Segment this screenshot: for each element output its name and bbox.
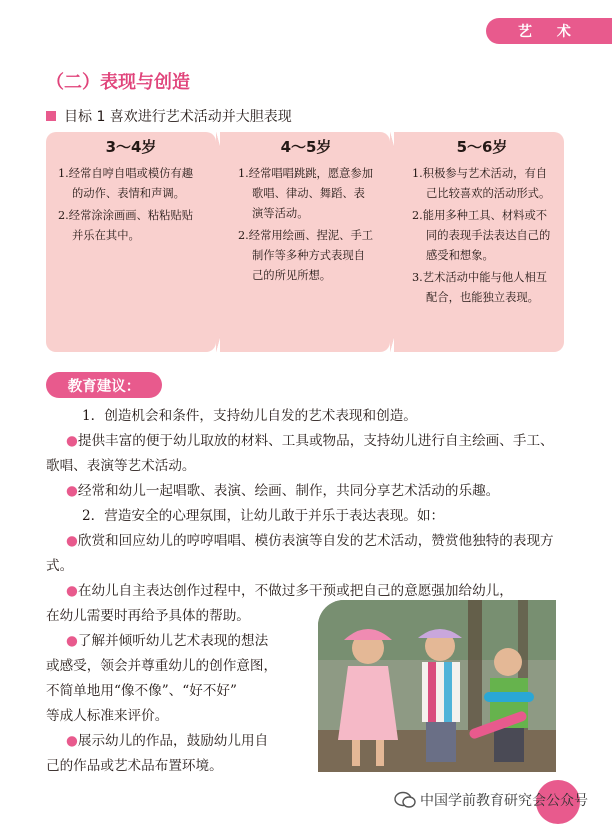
bullet-icon: ● bbox=[66, 533, 78, 549]
age-title: 3～4岁 bbox=[105, 138, 157, 156]
age-item: 1.经常唱唱跳跳，愿意参加歌唱、律动、舞蹈、表演等活动。 bbox=[238, 167, 374, 220]
age-item: 3.艺术活动中能与他人相互配合，也能独立表现。 bbox=[412, 271, 548, 304]
bullet-item-5-line: 等成人标准来评价。 bbox=[46, 708, 169, 724]
age-column-5-6 bbox=[400, 132, 564, 352]
age-column-4-5 bbox=[226, 132, 386, 352]
age-item: 2.经常涂涂画画、粘粘贴贴并乐在其中。 bbox=[58, 209, 194, 242]
bullet-item-5-line: 不简单地用“像不像”、“好不好” bbox=[46, 683, 237, 699]
age-column-3-4 bbox=[46, 132, 216, 352]
bullet-item-2: ●经常和幼儿一起唱歌、表演、绘画、制作，共同分享艺术活动的乐趣。 bbox=[66, 483, 500, 499]
bullet-item-5: ●了解并倾听幼儿艺术表现的想法 bbox=[66, 633, 269, 649]
goal-label: 目标 1 喜欢进行艺术活动并大胆表现 bbox=[64, 109, 292, 125]
age-item: 2.能用多种工具、材料或不同的表现手法表达自己的感受和想象。 bbox=[412, 209, 551, 262]
goal-heading bbox=[46, 106, 292, 126]
bullet-icon: ● bbox=[66, 733, 78, 749]
paragraph-2: 2．营造安全的心理氛围，让幼儿敢于并乐于表达表现。如： bbox=[82, 508, 445, 524]
bullet-item-4: ●在幼儿自主表达创作过程中，不做过多干预或把自己的意愿强加给幼儿， bbox=[66, 583, 513, 599]
children-photo bbox=[318, 600, 556, 772]
age-item: 1.经常自哼自唱或模仿有趣的动作、表情和声调。 bbox=[58, 167, 194, 200]
bullet-item-3: ●欣赏和回应幼儿的哼哼唱唱、模仿表演等自发的艺术活动，赞赏他独特的表现方式。 bbox=[46, 533, 554, 574]
age-item: 2.经常用绘画、捏泥、手工制作等多种方式表现自己的所见所想。 bbox=[238, 229, 374, 282]
bullet-item-4-cont: 在幼儿需要时再给予具体的帮助。 bbox=[46, 608, 250, 624]
section-title: （二）表现与创造 bbox=[46, 72, 190, 93]
age-title: 4～5岁 bbox=[280, 138, 332, 156]
suggestions-label: 教育建议： bbox=[46, 372, 162, 398]
bullet-item-6: ●展示幼儿的作品，鼓励幼儿用自 bbox=[66, 733, 269, 749]
paragraph-1: 1．创造机会和条件，支持幼儿自发的艺术表现和创造。 bbox=[82, 408, 417, 424]
age-title: 5～6岁 bbox=[456, 138, 508, 156]
bullet-icon: ● bbox=[66, 633, 78, 649]
square-bullet-icon bbox=[46, 111, 56, 121]
photo-illustration bbox=[318, 600, 556, 772]
bullet-item-5-line: 或感受，领会并尊重幼儿的创作意图， bbox=[46, 658, 278, 674]
bullet-icon: ● bbox=[66, 433, 78, 449]
section-tab: 艺 术 bbox=[486, 18, 612, 44]
bullet-item-1: ●提供丰富的便于幼儿取放的材料、工具或物品，支持幼儿进行自主绘画、手工、歌唱、表演等艺术活动。 bbox=[46, 433, 554, 474]
age-item: 1.积极参与艺术活动，有自己比较喜欢的活动形式。 bbox=[412, 167, 551, 200]
bullet-icon: ● bbox=[66, 583, 78, 599]
footer-watermark: 中国学前教育研究会公众号 bbox=[394, 790, 588, 810]
bullet-icon: ● bbox=[66, 483, 78, 499]
bullet-item-6-line: 己的作品或艺术品布置环境。 bbox=[46, 758, 223, 774]
wechat-icon bbox=[394, 791, 416, 809]
